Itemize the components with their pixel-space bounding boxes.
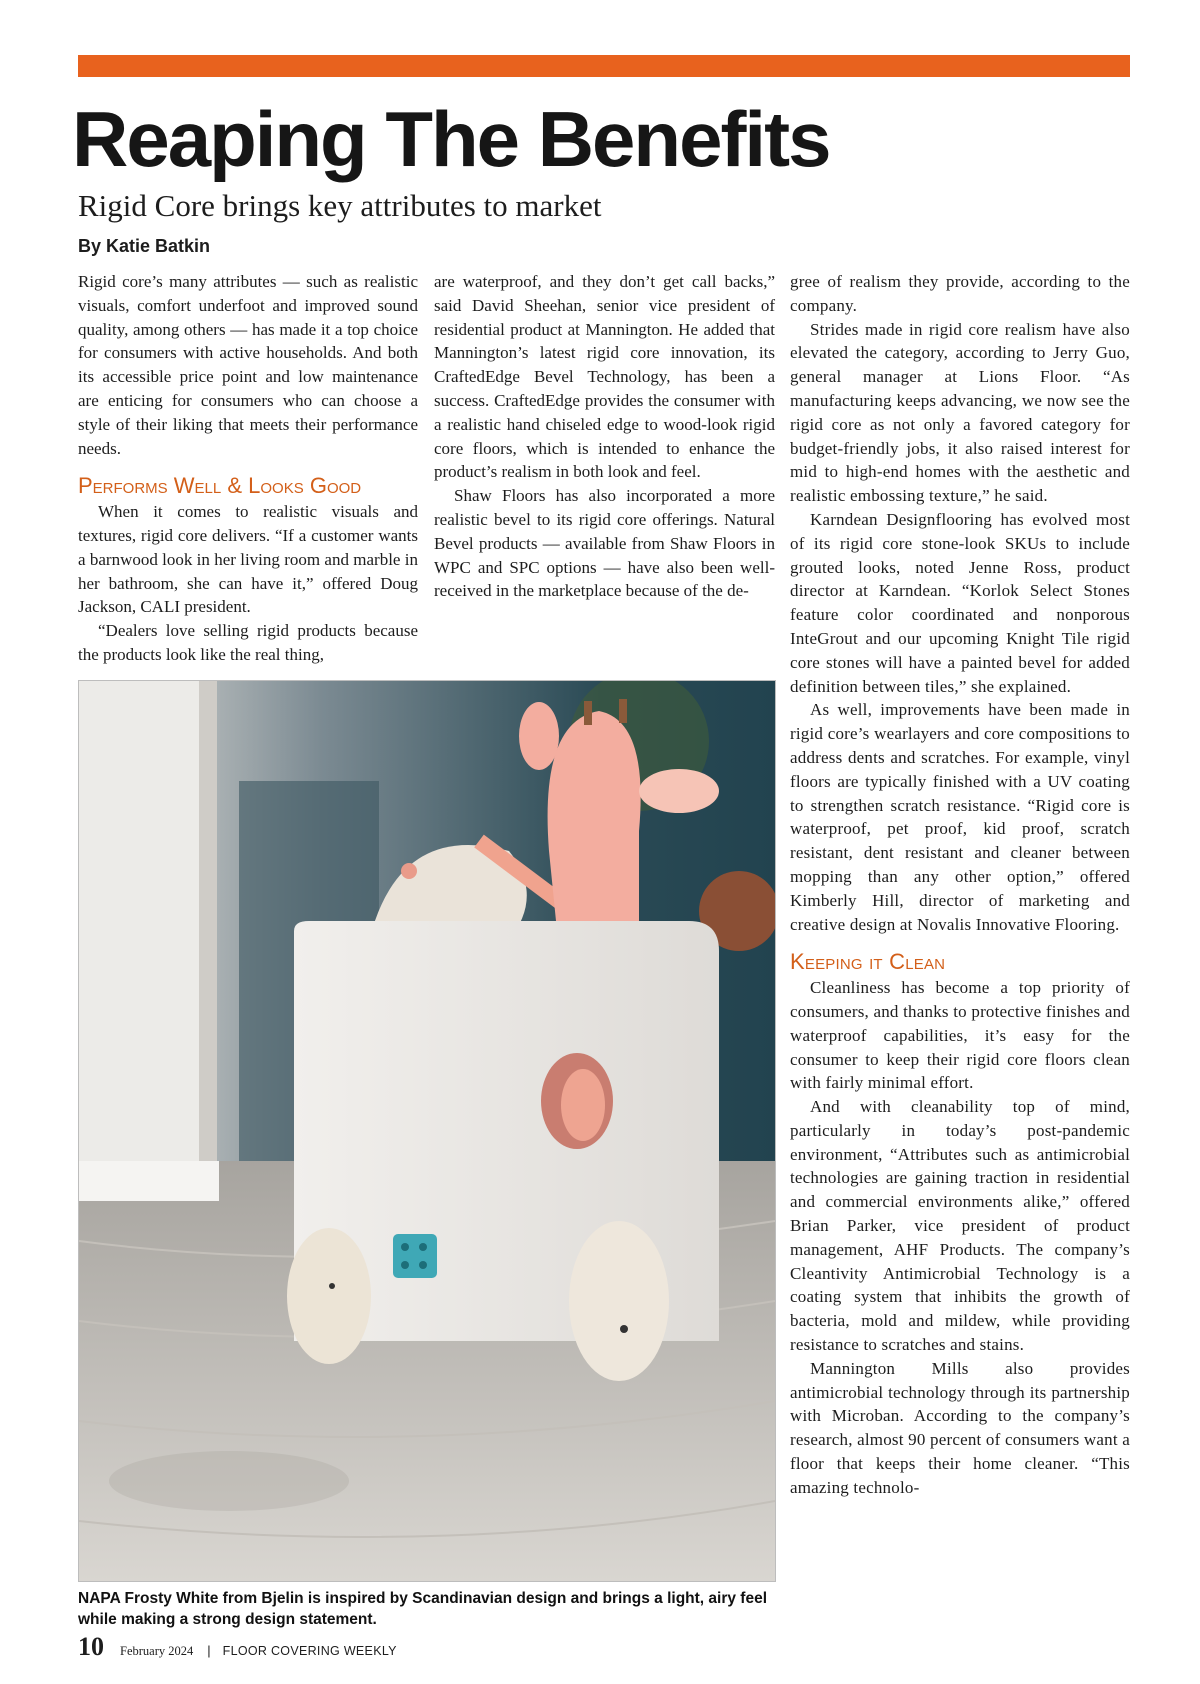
article-column-1 [78,270,418,667]
article-headline: Reaping The Benefits [72,95,830,183]
section-heading-keeping-clean: Keeping it Clean [790,949,946,975]
page-number: 10 [78,1632,104,1661]
paragraph: As well, improvements have been made in rigid core’s wearlayers and core compositions to address dents and scratches. For example, vinyl floors are typically finished with a UV coating to strengthen scratch resistance. “Rigid core is waterproof, pet proof, kid proof, scratch resistant, dent resistant and cleaner between mopping than any other option,” offered Kimberly Hill, director of marketing and creative design at Novalis Innovative Flooring. [790,700,1130,934]
paragraph: “Dealers love selling rigid products because the products look like the real thing, [78,621,418,664]
paragraph: Cleanliness has become a top priority of consumers, and thanks to protective finishes and waterproof capabilities, it’s easy for the consumer to keep their rigid core floors clean with fairly minimal effort. [790,978,1130,1093]
article-subhead: Rigid Core brings key attributes to market [78,188,602,223]
issue-date: February 2024 [120,1644,194,1658]
article-column-2 [434,270,775,603]
paragraph: Shaw Floors has also incorporated a more realistic bevel to its rigid core offerings. Natural Bevel products — available from Shaw Floors in WPC and SPC options — have also been well-received in the marketplace because of the de- [434,486,775,601]
publication-name: FLOOR COVERING WEEKLY [222,1644,397,1658]
paragraph: are waterproof, and they don’t get call backs,” said David Sheehan, senior vice president of residential product at Mannington. He added that Mannington’s latest rigid core innovation, its CraftedEdge Bevel Technology, has been a success. CraftedEdge provides the consumer with a realistic hand chiseled edge to wood-look rigid core floors, which is intended to enhance the product’s realism in both look and feel. [434,272,775,482]
footer-separator: | [207,1643,211,1658]
paragraph: Strides made in rigid core realism have also elevated the category, according to Jerry Guo, general manager at Lions Floor. “As manufacturing keeps advancing, we now see the rigid core as not only a favored category for budget-friendly jobs, it also raised interest for mid to high-end homes with the aesthetic and realistic embossing texture,” he said. [790,319,1130,506]
paragraph: Rigid core’s many attributes — such as realistic visuals, comfort underfoot and improved sound quality, among others — has made it a top choice for consumers with active households. And both its accessible price point and low maintenance are enticing for consumers who can choose a style of their liking that meets their performance needs. [78,272,418,458]
article-column-3 [790,270,1130,1500]
photo-caption: NAPA Frosty White from Bjelin is inspired by Scandinavian design and brings a light, airy feel while making a strong design statement. [78,1590,768,1628]
product-photo [78,680,776,1582]
byline: By Katie Batkin [78,236,211,256]
paragraph: Karndean Designflooring has evolved most of its rigid core stone-look SKUs to include grouted looks, noted Jenne Ross, product director at Karndean. “Korlok Select Stones feature color coordinated and nonporous InteGrout and our upcoming Knight Tile rigid core stones will have a painted bevel for added definition between tiles,” she explained. [790,509,1130,696]
paragraph: Mannington Mills also provides antimicrobial technology through its partnership with Microban. According to the company’s research, almost 90 percent of consumers want a floor that keeps their home cleaner. “This amazing technolo- [790,1358,1130,1497]
page-footer [78,1632,397,1662]
header-accent-bar [78,55,1130,77]
paragraph: And with cleanability top of mind, particularly in today’s post-pandemic environment, “Attributes such as antimicrobial technologies are gaining traction in residential and commercial environments alike,” offered Brian Parker, vice president of product management, AHF Products. The company’s Cleantivity Antimicrobial Technology is a coating system that inhibits the growth of bacteria, mold and mildew, while providing resistance to scratches and stains. [790,1097,1130,1355]
paragraph: When it comes to realistic visuals and textures, rigid core delivers. “If a customer wants a barnwood look in her living room and marble in her bathroom, she can have it,” offered Doug Jackson, CALI president. [78,502,418,617]
section-heading-performs-well: Performs Well & Looks Good [78,473,362,499]
paragraph: gree of realism they provide, according to the company. [790,272,1130,315]
